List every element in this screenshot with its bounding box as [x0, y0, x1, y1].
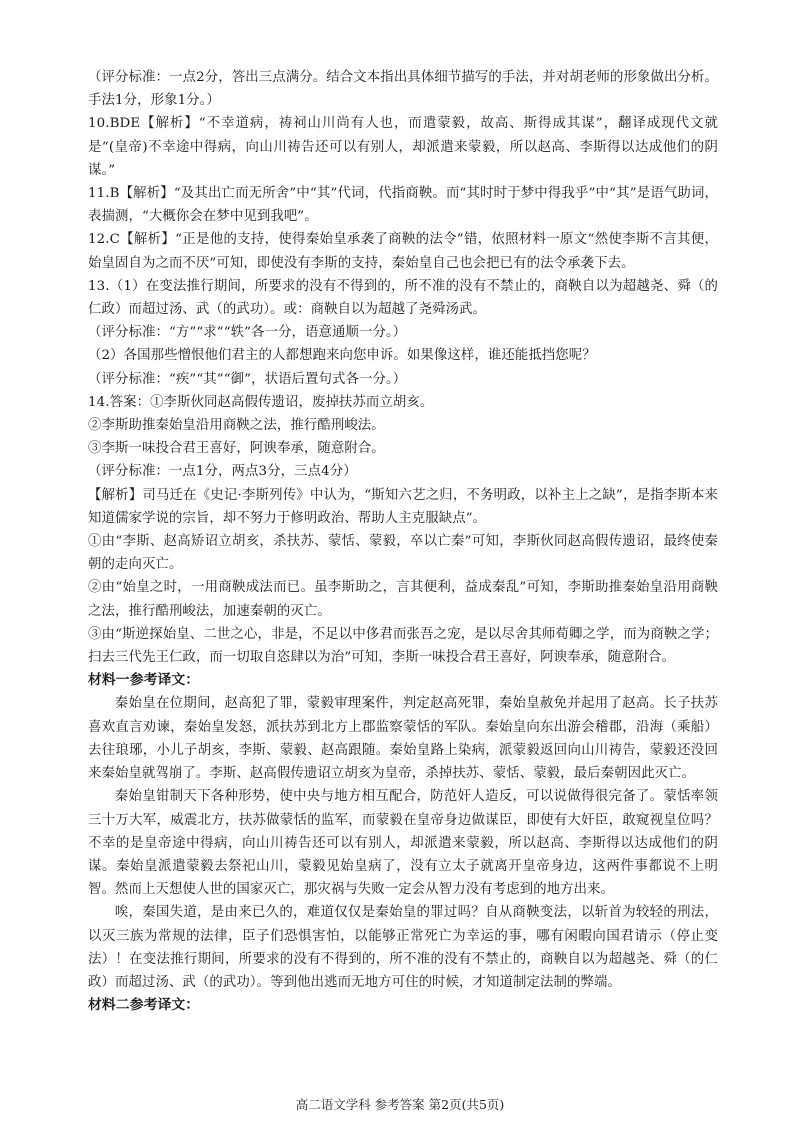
scoring-note: （评分标准：“疾”“其”“御”，状语后置句式各一分。）: [88, 371, 407, 387]
answer-paragraph: 14.答案：①李斯伙同赵高假传遗诏，废掉扶苏而立胡亥。: [88, 394, 434, 410]
answer-paragraph: （评分标准：一点2分，答出三点满分。结合文本指出具体细节描写的手法，并对胡老师的形象做出分析。手法1分，形象1分。）: [88, 70, 718, 109]
analysis-paragraph: 【解析】司马迁在《史记·李斯列传》中认为，“斯知六艺之归，不务明政，以补主上之缺”，是指李斯本来知道儒家学说的宗旨，却不努力于修明政治、帮助人主克服缺点”。: [88, 487, 718, 526]
page-footer: 高二语文学科 参考答案 第2页(共5页): [295, 1097, 505, 1112]
answer-point: ②李斯助推秦始皇沿用商鞅之法，推行酷刑峻法。: [88, 418, 385, 434]
answer-paragraph: 12.C【解析】“正是他的支持，使得秦始皇承袭了商鞅的法令”错，依照材料一原文“然使李斯不言其便，始皇固自为之而不厌”可知，即使没有李斯的支持，秦始皇自己也会把已有的法令承袭下去。: [88, 232, 718, 271]
answer-paragraph: 11.B【解析】“及其出亡而无所舍”中“其”代词，代指商鞅。而“其时时于梦中得我乎”中“其”是语气助词，表揣测，“大概你会在梦中见到我吧”。: [88, 186, 718, 225]
answer-paragraph: 13.（1）在变法推行期间，所要求的没有不得到的，所不准的没有不禁止的，商鞅自以为超越尧、舜（的仁政）而超过汤、武（的武功）。或：商鞅自以为超越了尧舜汤武。: [88, 278, 718, 318]
scoring-note: （评分标准：一点1分，两点3分，三点4分）: [88, 464, 357, 480]
section-heading-material-two: 材料二参考译文：: [88, 997, 200, 1014]
answer-point: ③李斯一味投合君王喜好，阿谀奉承，随意附合。: [88, 441, 385, 457]
page-body: [88, 66, 718, 1017]
section-heading-material-one: 材料一参考译文：: [88, 672, 200, 689]
answer-paragraph: 10.BDE【解析】“不幸道病，祷祠山川尚有人也，而遣蒙毅，故高、斯得成其谋”，翻译成现代文就是“(皇帝)不幸途中得病，向山川祷告还可以有别人，却派遣来蒙毅，所以赵高、李斯得以达成他们的阴谋。”: [88, 116, 718, 178]
translation-paragraph: 唉，秦国失道，是由来已久的，难道仅仅是秦始皇的罪过吗？自从商鞅变法，以斩首为较轻的刑法，以灭三族为常规的法律，臣子们恐惧害怕，以能够正常死亡为幸运的事，哪有闲暇向国君请示（停止变法）！在变法推行期间，所要求的没有不得到的，所不准的没有不禁止的，商鞅自以为超越尧、舜（的仁政）而超过汤、武（的武功）。等到他出逃而无地方可住的时候，才知道制定法制的弊端。: [88, 905, 718, 990]
translation-paragraph: 秦始皇钳制天下各种形势，使中央与地方相互配合，防范奸人造反，可以说做得很完备了。蒙恬率领三十万大军，威震北方，扶苏做蒙恬的监军，而蒙毅在皇帝身边做谋臣，即使有大奸臣，敢窥视皇位吗？不幸的是皇帝途中得病，向山川祷告还可以有别人，却派遣来蒙毅，所以赵高、李斯得以达成他们的阴谋。秦始皇派遣蒙毅去祭祀山川，蒙毅见始皇病了，没有立太子就离开皇帝身边，这两件事都说不上明智。然而上天想使人世的国家灭亡，那灾祸与失败一定会从智力没有考虑到的地方出来。: [88, 789, 718, 898]
analysis-point: ①由“李斯、赵高矫诏立胡亥，杀扶苏、蒙恬、蒙毅，卒以亡秦”可知，李斯伙同赵高假传遗诏，最终使秦朝的走向灭亡。: [88, 534, 718, 573]
answer-paragraph: （2）各国那些憎恨他们君主的人都想跑来向您申诉。如果像这样，谁还能抵挡您呢？: [88, 348, 596, 364]
scoring-note: （评分标准：“方”“求”“轶”各一分，语意通顺一分。）: [88, 325, 407, 341]
analysis-point: ②由“始皇之时，一用商鞅成法而已。虽李斯助之，言其便利，益成秦乱”可知，李斯助推秦始皇沿用商鞅之法，推行酷刑峻法，加速秦朝的灭亡。: [88, 580, 718, 619]
analysis-point: ③由“斯逆探始皇、二世之心，非是，不足以中侈君而张吾之宠，是以尽舍其师荀卿之学，而为商鞅之学；扫去三代先王仁政，而一切取自恣肆以为治”可知，李斯一味投合君王喜好，阿谀奉承，随意附合。: [88, 626, 718, 666]
translation-paragraph: 秦始皇在位期间，赵高犯了罪，蒙毅审理案件，判定赵高死罪，秦始皇赦免并起用了赵高。长子扶苏喜欢直言劝谏，秦始皇发怒，派扶苏到北方上郡监察蒙恬的军队。秦始皇向东出游会稽郡，沿海（乘船）去往琅琊，小儿子胡亥，李斯、蒙毅、赵高跟随。秦始皇路上染病，派蒙毅返回向山川祷告，蒙毅还没回来秦始皇就驾崩了。李斯、赵高假传遗诏立胡亥为皇帝，杀掉扶苏、蒙恬、蒙毅，最后秦朝因此灭亡。: [88, 696, 718, 782]
